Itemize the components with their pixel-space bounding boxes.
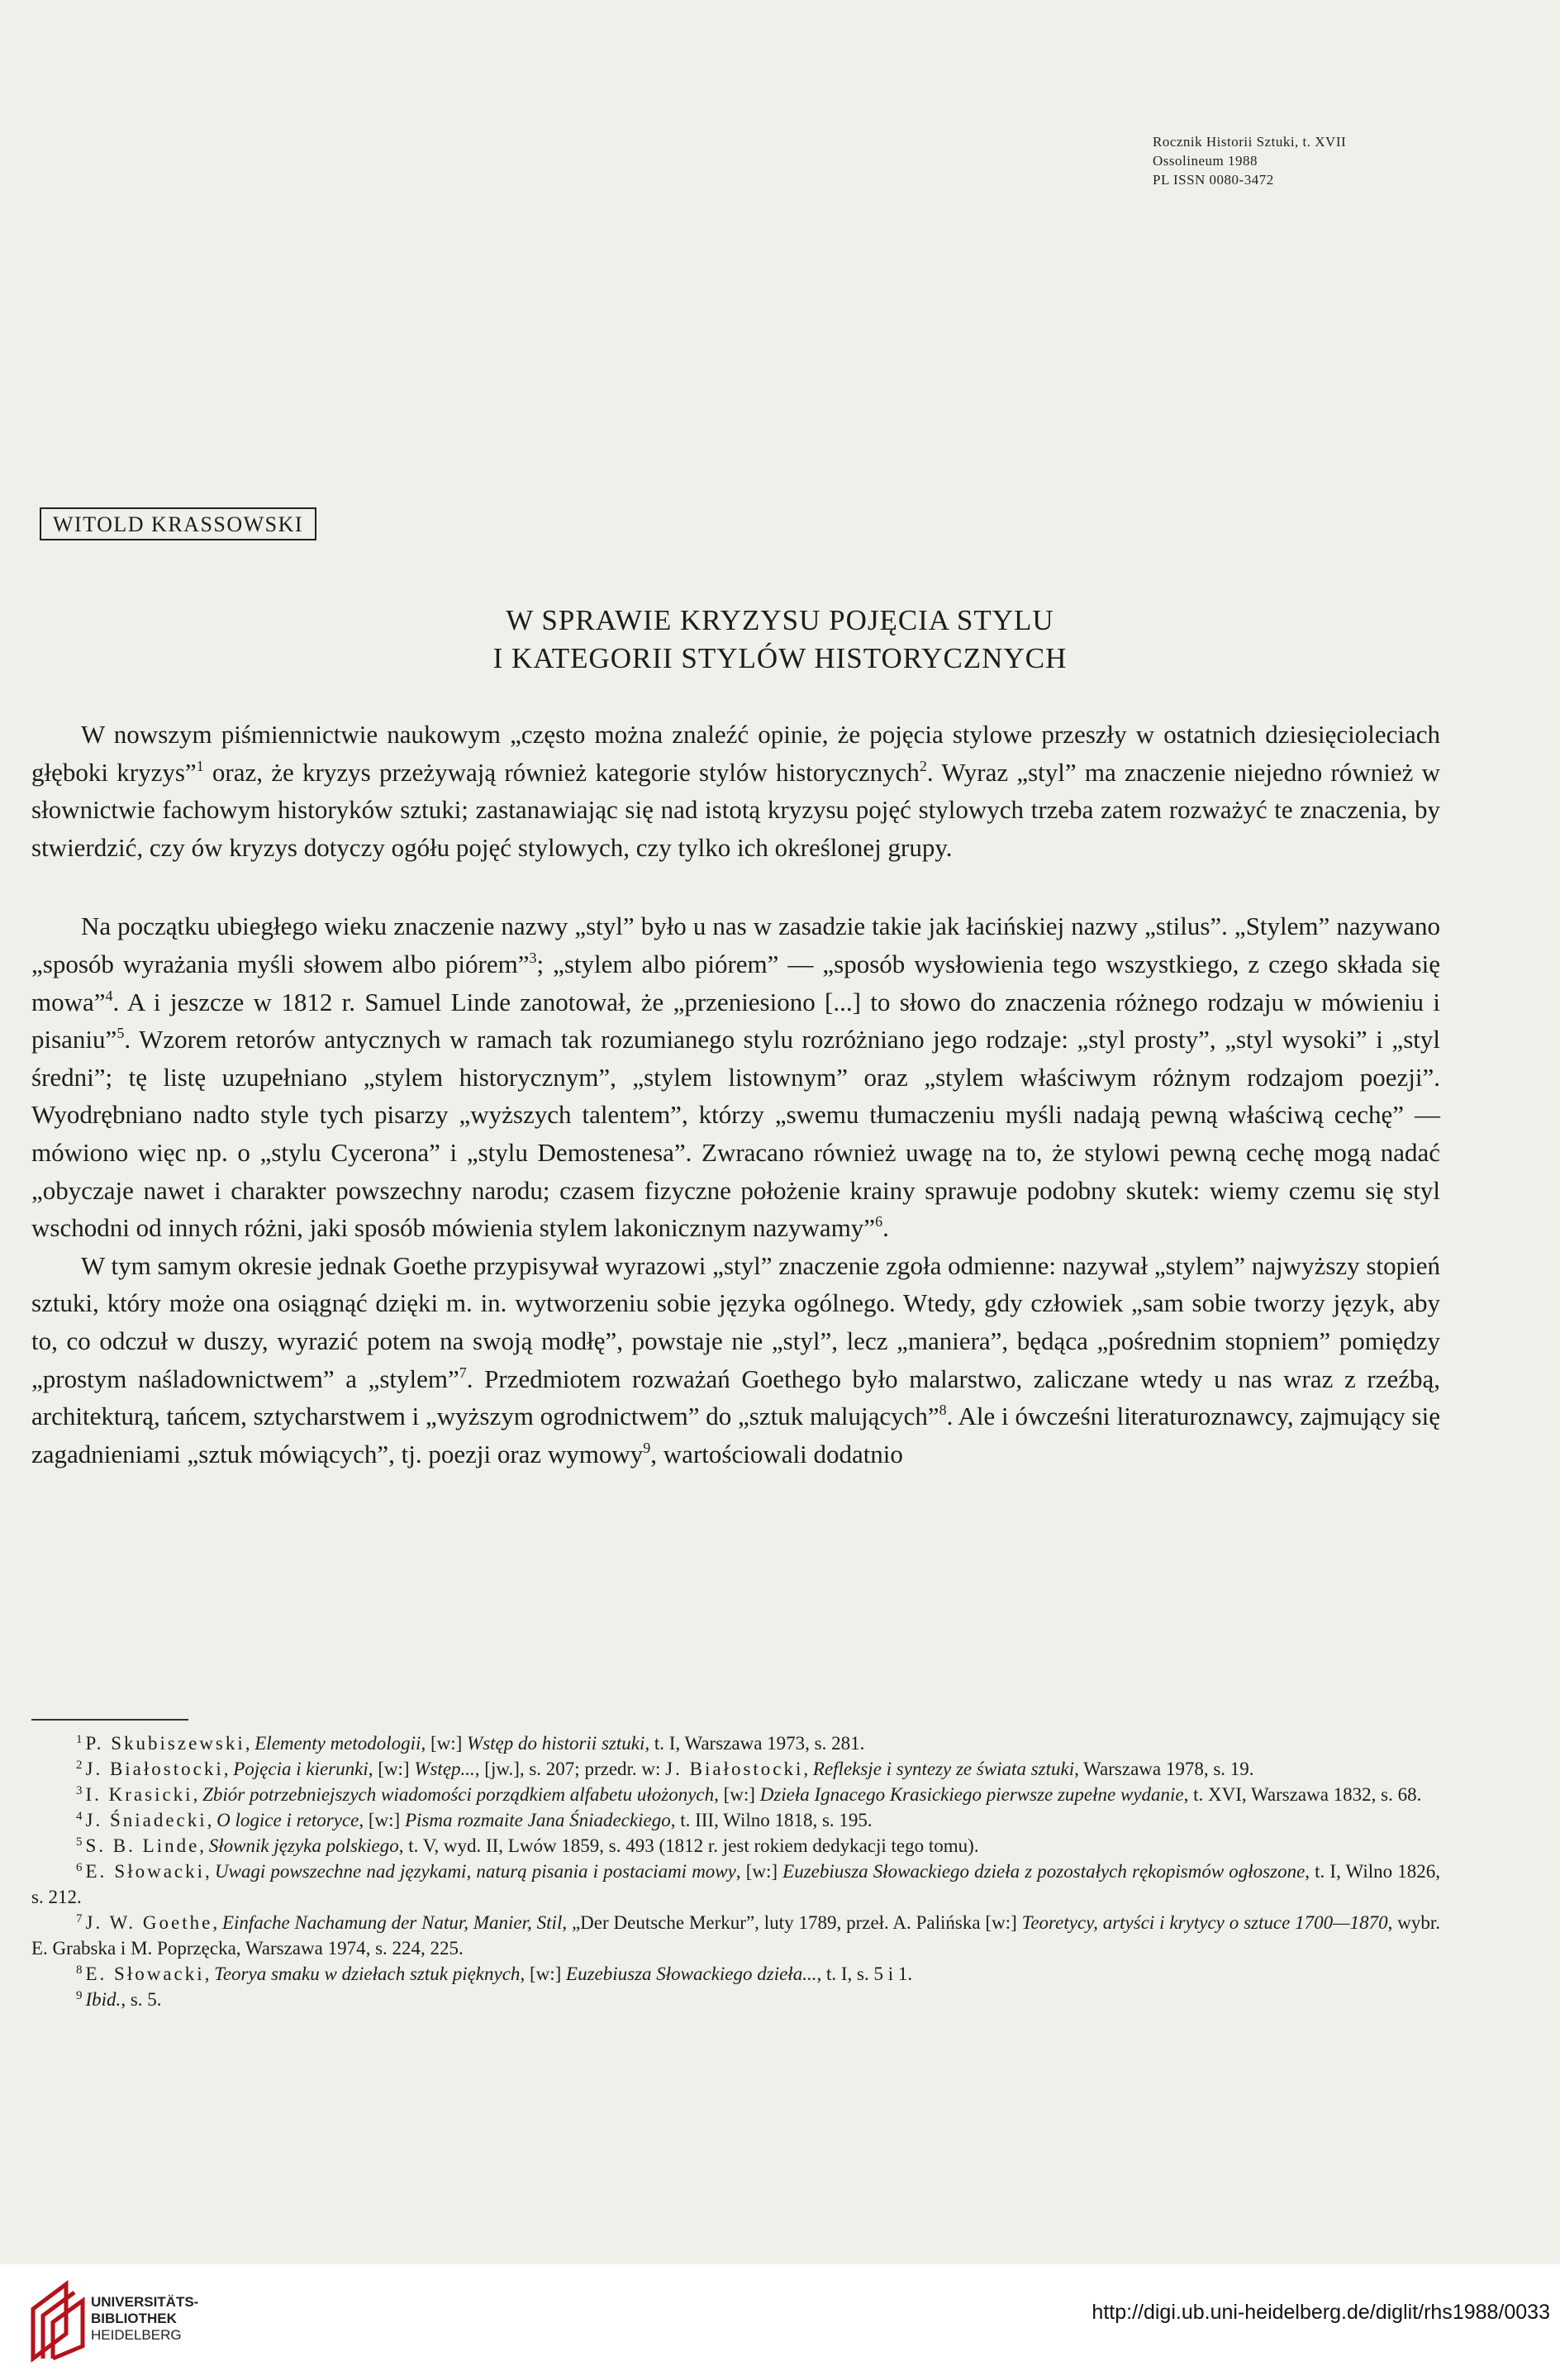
footnote <box>31 1987 1440 2012</box>
footnote-author: J. Białostocki <box>665 1759 804 1779</box>
footnote-work-title: Zbiór potrzebniejszych wiadomości porządkiem alfabetu ułożonych <box>202 1784 715 1805</box>
footnote-work-title: Elementy metodologii <box>254 1733 421 1754</box>
footnote-text: , <box>223 1759 234 1779</box>
footnote-number: 3 <box>76 1784 83 1797</box>
paragraph-text: . Wzorem retorów antycznych w ramach tak rozumianego stylu rozróżniano jego rodzaje: „styl prosty”, „styl wysoki” i „styl średni”; tę listę uzupełniano „stylem historycznym”, „stylem listownym” oraz „stylem właściwym różnym rodzajom poezji”. Wyodrębniano nadto style tych pisarzy „wyższych talentem”, którzy „swemu tłumaczeniu myśli nadają pewną właściwą cechę” — mówiono więc np. o „stylu Cycerona” i „stylu Demostenesa”. Zwracano również uwagę na to, że stylowi pewną cechę mogą nadać „obyczaje nawet i charakter powszechny narodu; czasem fizyczne położenie krainy sprawuje podobny skutek: wiemy czemu się styl wschodni od innych różni, jaki sposób mówienia stylem lakonicznym nazywamy” <box>31 1025 1440 1243</box>
footnote-text: , <box>199 1835 209 1856</box>
footnote <box>31 1833 1440 1859</box>
footnote-reference[interactable]: 8 <box>939 1402 947 1419</box>
footnote-work-title: Wstęp do historii sztuki <box>467 1733 645 1754</box>
footnote-work-title: Słownik języka polskiego <box>208 1835 399 1856</box>
author-name: WITOLD KRASSOWSKI <box>40 507 316 540</box>
footnote-work-title: Ibid. <box>85 1989 121 2010</box>
body-paragraph <box>31 716 1440 866</box>
footnote-reference[interactable]: 9 <box>643 1439 651 1456</box>
paragraph-text: . <box>882 1213 889 1243</box>
paragraph-text: W nowszym piśmiennictwie naukowym „często można znaleźć opinie, że pojęcia stylowe przeszły w ostatnich dziesięcioleciach głęboki kryzys” <box>31 720 1440 787</box>
footnote-text: , [jw.], s. 207; przedr. w: <box>474 1759 666 1779</box>
footnote-author: P. Skubiszewski <box>85 1733 245 1754</box>
footnote-reference[interactable]: 3 <box>529 949 537 966</box>
footnote-number: 6 <box>76 1861 83 1874</box>
paragraph-text: . Przedmiotem rozważań Goethego było malarstwo, zaliczane wtedy u nas wraz z rzeźbą, architekturą, tańcem, sztycharstwem i „wyższym ogrodnictwem” do „sztuk malujących” <box>31 1364 1440 1431</box>
paragraph-text: ; „stylem albo piórem” — „sposób wysłowienia tego wszystkiego, z czego składa się mowa” <box>31 949 1440 1016</box>
footnote-work-title: Euzebiusza Słowackiego dzieła z pozostałych rękopismów ogłoszone <box>782 1861 1306 1882</box>
footnote-number: 5 <box>76 1835 83 1849</box>
footnote-text: , <box>803 1759 813 1779</box>
body-paragraph <box>31 907 1440 1246</box>
source-url-link[interactable]: http://digi.ub.uni-heidelberg.de/diglit/rhs1988/0033 <box>1092 2301 1550 2324</box>
footnote-author: J. Białostocki <box>85 1759 224 1779</box>
paragraph-text: . Wyraz „styl” ma znaczenie niejedno również w słownictwie fachowym historyków sztuki; zastanawiając się nad istotą kryzysu pojęć stylowych trzeba zatem rozważyć te znaczenia, by stwierdzić, czy ów kryzys dotyczy ogółu pojęć stylowych, czy tylko ich określonej grupy. <box>31 757 1440 862</box>
footnote <box>31 1807 1440 1833</box>
footnote-author: J. W. Goethe <box>85 1912 213 1933</box>
footnote-reference[interactable]: 5 <box>117 1025 125 1042</box>
footnote-text: , [w:] <box>421 1733 468 1754</box>
footnote-work-title: Dzieła Ignacego Krasickiego pierwsze zupełne wydanie <box>759 1784 1184 1805</box>
footnote-author: E. Słowacki <box>85 1861 206 1882</box>
footnote-reference[interactable]: 1 <box>196 757 204 774</box>
footnote-author: J. Śniadecki <box>85 1810 207 1830</box>
footnote-text: , <box>212 1912 222 1933</box>
article-title <box>0 602 1560 678</box>
footnote-work-title: Pisma rozmaite Jana Śniadeckiego <box>404 1810 671 1830</box>
footnote-reference[interactable]: 6 <box>875 1213 883 1230</box>
footnote-number: 9 <box>76 1989 83 2002</box>
publisher-line: Ossolineum 1988 <box>1153 153 1258 169</box>
journal-header <box>1153 132 1516 189</box>
footnote-number: 7 <box>76 1912 83 1925</box>
footnote-work-title: Teorya smaku w dziełach sztuk pięknych <box>214 1963 521 1984</box>
paragraph-text: . Ale i ówcześni literaturoznawcy, zajmujący się zagadnieniami „sztuk mówiących”, tj. poezji oraz wymowy <box>31 1402 1440 1468</box>
body-paragraph <box>31 1247 1440 1473</box>
paragraph-text: Na początku ubiegłego wieku znaczenie nazwy „styl” było u nas w zasadzie takie jak łacińskiej nazwy „stilus”. „Stylem” nazywano „sposób wyrażania myśli słowem albo piórem” <box>31 912 1440 978</box>
footnote-text: , <box>245 1733 255 1754</box>
footnote-work-title: Refleksje i syntezy ze świata sztuki <box>812 1759 1075 1779</box>
footnote-reference[interactable]: 4 <box>105 987 113 1004</box>
footnote-author: S. B. Linde <box>85 1835 200 1856</box>
footnote <box>31 1756 1440 1782</box>
footnote-text: , t. I, Warszawa 1973, s. 281. <box>644 1733 865 1754</box>
footnote-author: E. Słowacki <box>85 1963 205 1984</box>
footnote-text: , s. 5. <box>121 1989 162 2010</box>
footnote-number: 1 <box>76 1733 83 1746</box>
article-title-line-1: W SPRAWIE KRYZYSU POJĘCIA STYLU <box>506 604 1054 636</box>
footnote-text: , Warszawa 1978, s. 19. <box>1074 1759 1254 1779</box>
footnote-text: , t. XVI, Warszawa 1832, s. 68. <box>1183 1784 1422 1805</box>
footnote-text: , „Der Deutsche Merkur”, luty 1789, przeł. A. Palińska [w:] <box>562 1912 1022 1933</box>
library-name <box>91 2294 198 2344</box>
footnote-text: , [w:] <box>359 1810 405 1830</box>
footnote-text: , t. III, Wilno 1818, s. 195. <box>670 1810 873 1830</box>
article-body <box>31 716 1440 1473</box>
footnote-text: , <box>205 1861 215 1882</box>
library-name-line-3: HEIDELBERG <box>91 2327 182 2343</box>
footnote-text: , t. V, wyd. II, Lwów 1859, s. 493 (1812 r. jest rokiem dedykacji tego tomu). <box>398 1835 979 1856</box>
footnote-number: 8 <box>76 1963 83 1977</box>
paragraph-text: oraz, że kryzys przeżywają również kategorie stylów historycznych <box>203 757 920 787</box>
footnote-number: 2 <box>76 1759 83 1772</box>
footnote-text: , [w:] <box>735 1861 783 1882</box>
footnote-work-title: Pojęcia i kierunki <box>233 1759 369 1779</box>
footnote-work-title: Uwagi powszechne nad językami, naturą pisania i postaciami mowy <box>214 1861 736 1882</box>
issn-line: PL ISSN 0080-3472 <box>1153 172 1274 188</box>
footnote-text: , <box>207 1810 217 1830</box>
footnote-text: , [w:] <box>714 1784 760 1805</box>
footnote-number: 4 <box>76 1810 83 1823</box>
footnote <box>31 1859 1440 1910</box>
footnote-work-title: Einfache Nachamung der Natur, Manier, Stil <box>221 1912 563 1933</box>
library-name-line-2: BIBLIOTHEK <box>91 2311 177 2326</box>
paragraph-text: , wartościowali dodatnio <box>650 1439 903 1468</box>
library-logo-icon <box>17 2276 91 2367</box>
footnote-work-title: Wstęp... <box>414 1759 475 1779</box>
footnote <box>31 1961 1440 1987</box>
footnote-separator <box>31 1719 188 1721</box>
footnote-work-title: Teoretycy, artyści i krytycy o sztuce 1700—1870 <box>1021 1912 1388 1933</box>
library-name-line-1: UNIVERSITÄTS- <box>91 2294 199 2310</box>
footnote-text: , <box>204 1963 215 1984</box>
footnote-work-title: Euzebiusza Słowackiego dzieła... <box>566 1963 817 1984</box>
footnote <box>31 1910 1440 1961</box>
footnote-text: , [w:] <box>520 1963 567 1984</box>
footnotes <box>31 1730 1440 2012</box>
footnote <box>31 1782 1440 1807</box>
paragraph-text: . A i jeszcze w 1812 r. Samuel Linde zanotował, że „przeniesiono [...] to słowo do znaczenia różnego rodzaju w mówieniu i pisaniu” <box>31 987 1440 1054</box>
footnote-reference[interactable]: 2 <box>919 757 927 774</box>
footnote-text: , t. I, s. 5 i 1. <box>816 1963 913 1984</box>
footnote <box>31 1730 1440 1756</box>
journal-title: Rocznik Historii Sztuki, t. XVII <box>1153 134 1347 150</box>
footnote-text: , t. I, Wilno 1826, s. 212. <box>31 1861 1440 1907</box>
footnote-text: , [w:] <box>368 1759 415 1779</box>
footnote-text: , <box>193 1784 203 1805</box>
article-title-line-2: I KATEGORII STYLÓW HISTORYCZNYCH <box>492 642 1068 674</box>
footnote-text: , wybr. E. Grabska i M. Poprzęcka, Warszawa 1974, s. 224, 225. <box>31 1912 1440 1959</box>
footnote-work-title: O logice i retoryce <box>216 1810 359 1830</box>
paragraph-text: W tym samym okresie jednak Goethe przypisywał wyrazowi „styl” znaczenie zgoła odmienne: nazywał „stylem” najwyższy stopień sztuki, który może ona osiągnąć dzięki m. in. wytworzeniu sobie języka ogólnego. Wtedy, gdy człowiek „sam sobie tworzy język, aby to, co odczuł w duszy, wyrazić potem na swoją modłę”, powstaje nie „styl”, lecz „maniera”, będąca „pośrednim stopniem” pomiędzy „prostym naśladownictwem” a „stylem” <box>31 1250 1440 1393</box>
footnote-reference[interactable]: 7 <box>459 1364 467 1381</box>
footnote-author: I. Krasicki <box>85 1784 193 1805</box>
